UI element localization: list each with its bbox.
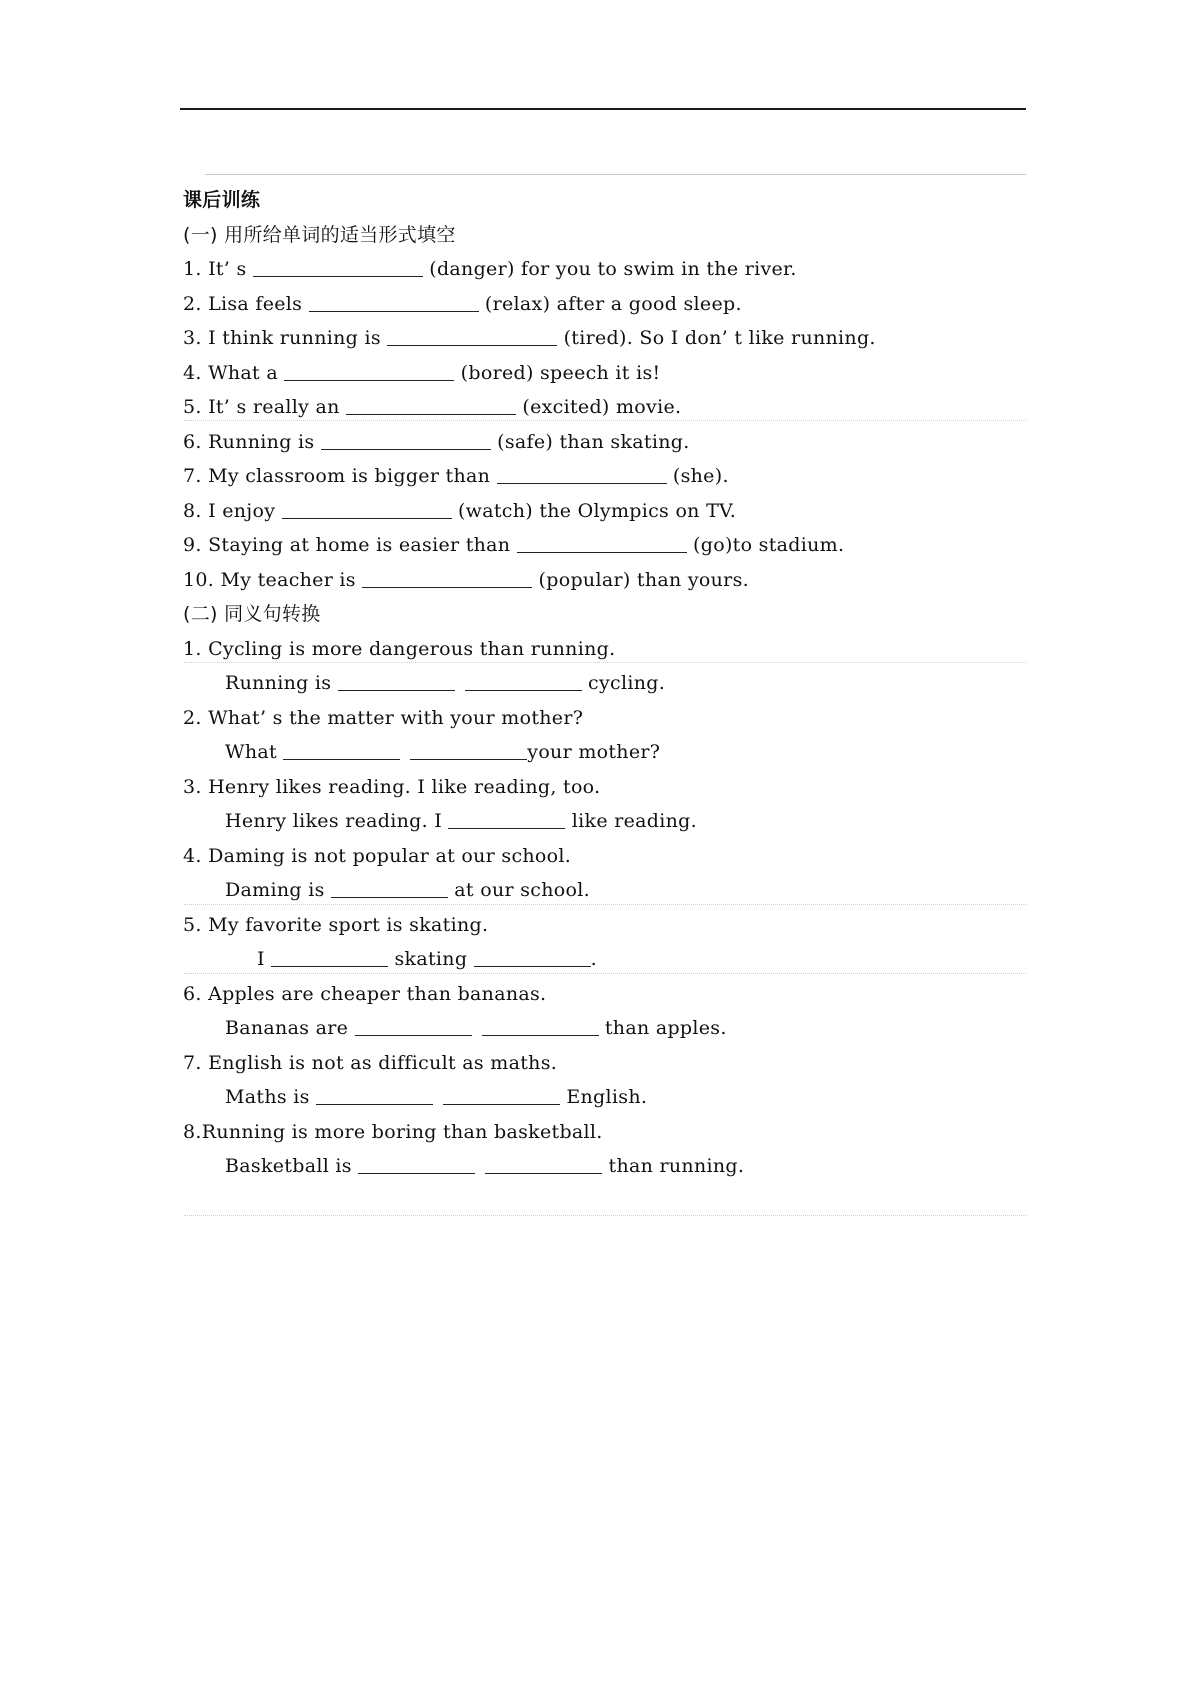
text-segment: 3. Henry likes reading. I like reading, too.: [183, 775, 601, 798]
text-segment: 3. I think running is: [183, 327, 388, 349]
answer-blank[interactable]: [321, 431, 491, 450]
text-segment: What: [225, 741, 284, 763]
part1-list: [183, 252, 1023, 597]
text-segment: 7. English is not as difficult as maths.: [183, 1051, 558, 1074]
answer-blank[interactable]: [443, 1086, 560, 1105]
answer-blank[interactable]: [284, 362, 454, 381]
text-segment: (relax) after a good sleep.: [478, 292, 742, 315]
answer-blank[interactable]: [517, 534, 687, 553]
text-segment: 9. Staying at home is easier than: [183, 534, 517, 556]
fill-in-item: [183, 356, 1023, 391]
text-segment: your mother?: [527, 741, 661, 763]
worksheet: [183, 183, 1023, 1184]
rewrite-question: [183, 1115, 1023, 1150]
text-segment: .: [590, 948, 597, 970]
text-segment: (safe) than skating.: [490, 430, 690, 453]
answer-blank[interactable]: [362, 569, 532, 588]
text-segment: at our school.: [447, 879, 590, 901]
text-segment: Henry likes reading. I: [225, 810, 449, 832]
fill-in-item: [183, 425, 1023, 460]
text-segment: 5. My favorite sport is skating.: [183, 913, 489, 936]
rewrite-answer: [183, 735, 1023, 770]
rewrite-question: [183, 770, 1023, 805]
text-segment: 5. It’ s really an: [183, 396, 347, 418]
answer-blank[interactable]: [448, 810, 565, 829]
text-segment: Basketball is: [225, 1155, 359, 1177]
rewrite-question: [183, 908, 1023, 943]
header-rule: [180, 108, 1026, 110]
answer-blank[interactable]: [358, 1155, 475, 1174]
rewrite-answer: [183, 1011, 1023, 1046]
text-segment: 4. Daming is not popular at our school.: [183, 844, 572, 867]
part1-title: (一) 用所给单词的适当形式填空: [183, 223, 456, 246]
text-segment: than running.: [602, 1155, 745, 1177]
fill-in-item: [183, 563, 1023, 598]
rewrite-answer: [183, 666, 1023, 701]
text-segment: like reading.: [565, 810, 697, 832]
fill-in-item: [183, 528, 1023, 563]
rewrite-question: [183, 977, 1023, 1012]
text-segment: (watch) the Olympics on TV.: [451, 499, 737, 522]
answer-blank[interactable]: [355, 1017, 472, 1036]
answer-blank[interactable]: [271, 948, 388, 967]
text-segment: Running is: [225, 672, 338, 694]
text-segment: skating: [388, 948, 474, 970]
page-heading: 课后训练: [183, 189, 261, 211]
answer-blank[interactable]: [331, 879, 448, 898]
fill-in-item: [183, 390, 1023, 425]
rewrite-answer: [183, 1080, 1023, 1115]
answer-blank[interactable]: [465, 672, 582, 691]
rewrite-answer: [183, 804, 1023, 839]
text-segment: Daming is: [225, 879, 331, 901]
answer-blank[interactable]: [316, 1086, 433, 1105]
rewrite-question: [183, 839, 1023, 874]
text-segment: 4. What a: [183, 361, 285, 384]
answer-blank[interactable]: [253, 258, 423, 277]
answer-blank[interactable]: [485, 1155, 602, 1174]
rewrite-question: [183, 701, 1023, 736]
text-segment: (danger) for you to swim in the river.: [422, 258, 797, 280]
rewrite-question: [183, 632, 1023, 667]
fill-in-item: [183, 321, 1023, 356]
answer-blank[interactable]: [497, 465, 667, 484]
text-segment: (bored) speech it is!: [454, 361, 661, 384]
answer-blank[interactable]: [309, 293, 479, 312]
rewrite-answer: [183, 1149, 1023, 1184]
answer-blank[interactable]: [283, 741, 400, 760]
answer-blank[interactable]: [346, 396, 516, 415]
text-segment: 2. What’ s the matter with your mother?: [183, 706, 584, 729]
text-segment: than apples.: [598, 1017, 727, 1039]
text-segment: (she).: [666, 465, 729, 487]
part2-title: (二) 同义句转换: [183, 603, 321, 625]
text-segment: 1. It’ s: [183, 258, 253, 280]
rewrite-answer: [183, 942, 1023, 977]
text-segment: Maths is: [225, 1086, 317, 1108]
text-segment: (go)to stadium.: [686, 534, 845, 556]
text-segment: cycling.: [581, 672, 666, 694]
answer-blank[interactable]: [282, 500, 452, 519]
text-segment: 10. My teacher is: [183, 568, 363, 591]
text-segment: Bananas are: [225, 1017, 355, 1039]
answer-blank[interactable]: [410, 741, 527, 760]
text-segment: 1. Cycling is more dangerous than running.: [183, 637, 616, 660]
text-segment: I: [257, 948, 272, 970]
answer-blank[interactable]: [338, 672, 455, 691]
fill-in-item: [183, 459, 1023, 494]
rewrite-answer: [183, 873, 1023, 908]
answer-blank[interactable]: [387, 327, 557, 346]
text-segment: (excited) movie.: [516, 396, 682, 418]
text-segment: (popular) than yours.: [532, 568, 749, 591]
fill-in-item: [183, 252, 1023, 287]
fill-in-item: [183, 287, 1023, 322]
rewrite-question: [183, 1046, 1023, 1081]
text-segment: 2. Lisa feels: [183, 292, 309, 315]
answer-blank[interactable]: [474, 948, 591, 967]
header-thin-rule: [205, 174, 1026, 175]
text-segment: 7. My classroom is bigger than: [183, 465, 497, 487]
text-segment: 6. Apples are cheaper than bananas.: [183, 982, 547, 1005]
dotted-separator: [184, 1215, 1026, 1216]
fill-in-item: [183, 494, 1023, 529]
answer-blank[interactable]: [482, 1017, 599, 1036]
text-segment: 8. I enjoy: [183, 499, 282, 522]
text-segment: 6. Running is: [183, 430, 321, 453]
text-segment: (tired). So I don’ t like running.: [557, 327, 876, 349]
text-segment: 8.Running is more boring than basketball.: [183, 1120, 603, 1143]
part2-list: [183, 632, 1023, 1184]
text-segment: English.: [560, 1086, 648, 1108]
